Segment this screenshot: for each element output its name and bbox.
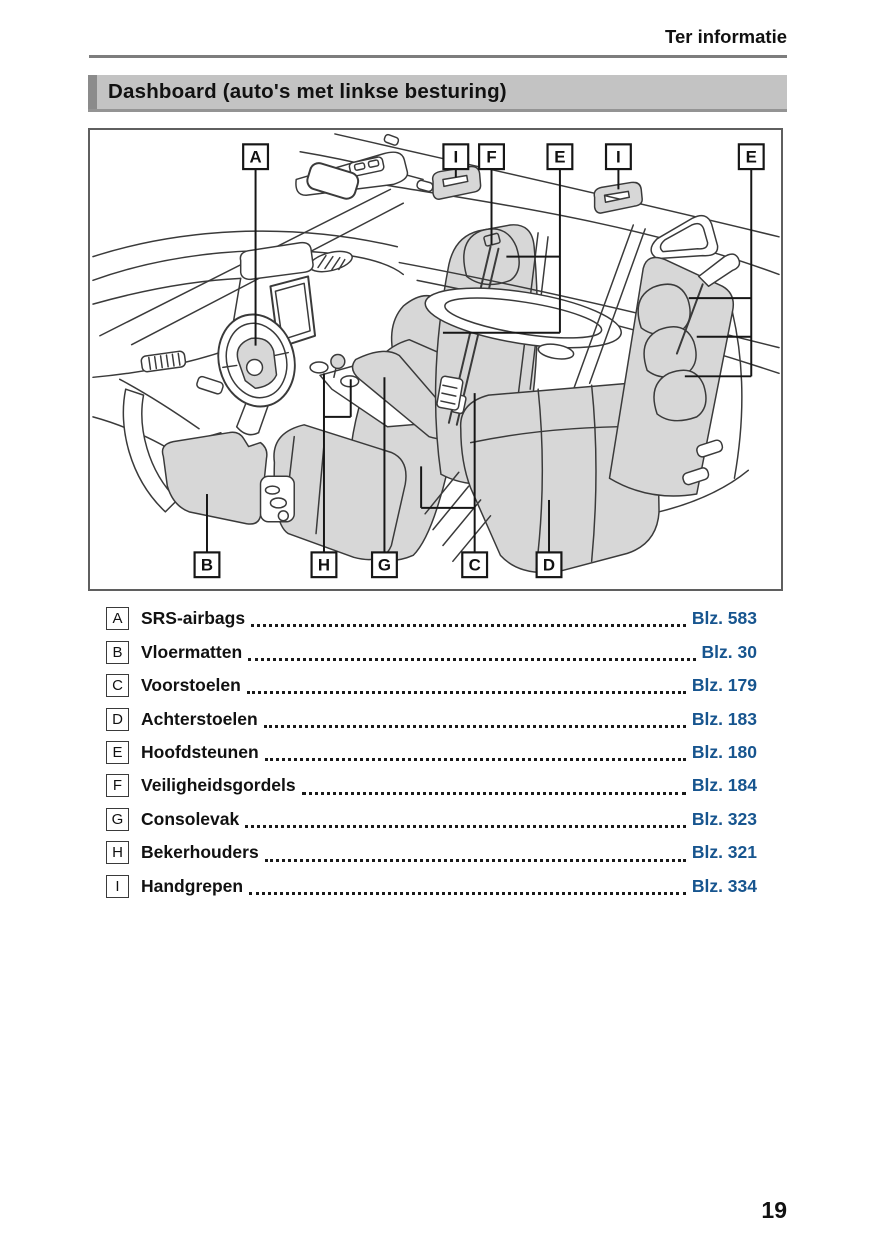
index-label: Consolevak (141, 808, 240, 829)
index-label: Achterstoelen (141, 708, 258, 729)
index-row (106, 635, 757, 668)
rear-headrests (609, 254, 741, 496)
dotted-leader (265, 757, 686, 761)
figure-label-d (537, 552, 562, 577)
index-letter-box: D (106, 708, 129, 731)
floor-mat (162, 432, 266, 524)
index-row (106, 836, 757, 869)
cup-holder (310, 362, 328, 373)
svg-text:C: C (468, 555, 481, 575)
figure-label-f (479, 144, 504, 169)
svg-text:I: I (453, 147, 459, 167)
index-label: SRS-airbags (141, 608, 246, 629)
index-letter-box: G (106, 808, 129, 831)
index-row (106, 870, 757, 903)
figure-label-i1 (443, 144, 468, 169)
index-label: Vloermatten (141, 641, 243, 662)
svg-text:H: H (317, 555, 331, 575)
index-letter-box: H (106, 841, 129, 864)
figure-label-h (312, 552, 337, 577)
page-reference-link[interactable]: Blz. 321 (691, 842, 757, 863)
page-reference-link[interactable]: Blz. 179 (691, 675, 757, 696)
page-reference-link[interactable]: Blz. 334 (691, 875, 757, 896)
index-letter-box: E (106, 741, 129, 764)
section-title-accent (88, 75, 97, 109)
index-letter-box: C (106, 674, 129, 697)
index-row (106, 602, 757, 635)
figure-label-a (243, 144, 268, 169)
dotted-leader (245, 824, 686, 828)
page-number: 19 (761, 1197, 787, 1223)
dotted-leader (247, 690, 686, 694)
index-letter-box: B (106, 641, 129, 664)
figure-label-e1 (548, 144, 573, 169)
dotted-leader (265, 858, 686, 862)
svg-text:E: E (554, 147, 566, 167)
car-interior-illustration (90, 130, 781, 589)
index-label: Hoofdsteunen (141, 741, 259, 762)
index-row (106, 702, 757, 735)
page-reference-link[interactable]: Blz. 30 (701, 641, 757, 662)
index-row (106, 736, 757, 769)
page-reference-link[interactable]: Blz. 323 (691, 808, 757, 829)
section-title: Dashboard (auto's met linkse besturing) (108, 80, 507, 103)
svg-text:E: E (745, 147, 757, 167)
interior-line-art (93, 134, 779, 573)
dotted-leader (302, 791, 686, 795)
index-row (106, 669, 757, 702)
figure-label-i2 (606, 144, 631, 169)
figure-label-b (195, 552, 220, 577)
rear-seatbelt-anchor (699, 254, 740, 286)
dotted-leader (264, 724, 686, 728)
page-header: Ter informatie (665, 26, 787, 47)
shift-knob (331, 355, 345, 369)
dotted-leader (248, 657, 695, 661)
index-label: Bekerhouders (141, 842, 259, 863)
page-reference-link[interactable]: Blz. 583 (691, 608, 757, 629)
header-rule (89, 55, 787, 58)
svg-text:I: I (616, 147, 621, 167)
svg-text:F: F (486, 147, 497, 167)
svg-text:A: A (249, 147, 262, 167)
dotted-leader (249, 891, 686, 895)
figure-label-e2 (739, 144, 764, 169)
index-row (106, 803, 757, 836)
page-reference-link[interactable]: Blz. 183 (691, 708, 757, 729)
index-letter-box: I (106, 875, 129, 898)
figure-label-c (462, 552, 487, 577)
page-reference-link[interactable]: Blz. 180 (691, 741, 757, 762)
svg-text:D: D (542, 555, 556, 575)
svg-text:B: B (200, 555, 214, 575)
index-label: Voorstoelen (141, 675, 241, 696)
section-title-bar (88, 75, 787, 112)
figure-index-list (106, 602, 757, 903)
index-letter-box: F (106, 774, 129, 797)
index-label: Veiligheidsgordels (141, 775, 296, 796)
dotted-leader (251, 623, 686, 627)
svg-text:G: G (377, 555, 391, 575)
page-reference-link[interactable]: Blz. 184 (691, 775, 757, 796)
figure-label-g (372, 552, 397, 577)
index-letter-box: A (106, 607, 129, 630)
index-label: Handgrepen (141, 875, 244, 896)
index-row (106, 769, 757, 802)
interior-figure (88, 128, 783, 591)
